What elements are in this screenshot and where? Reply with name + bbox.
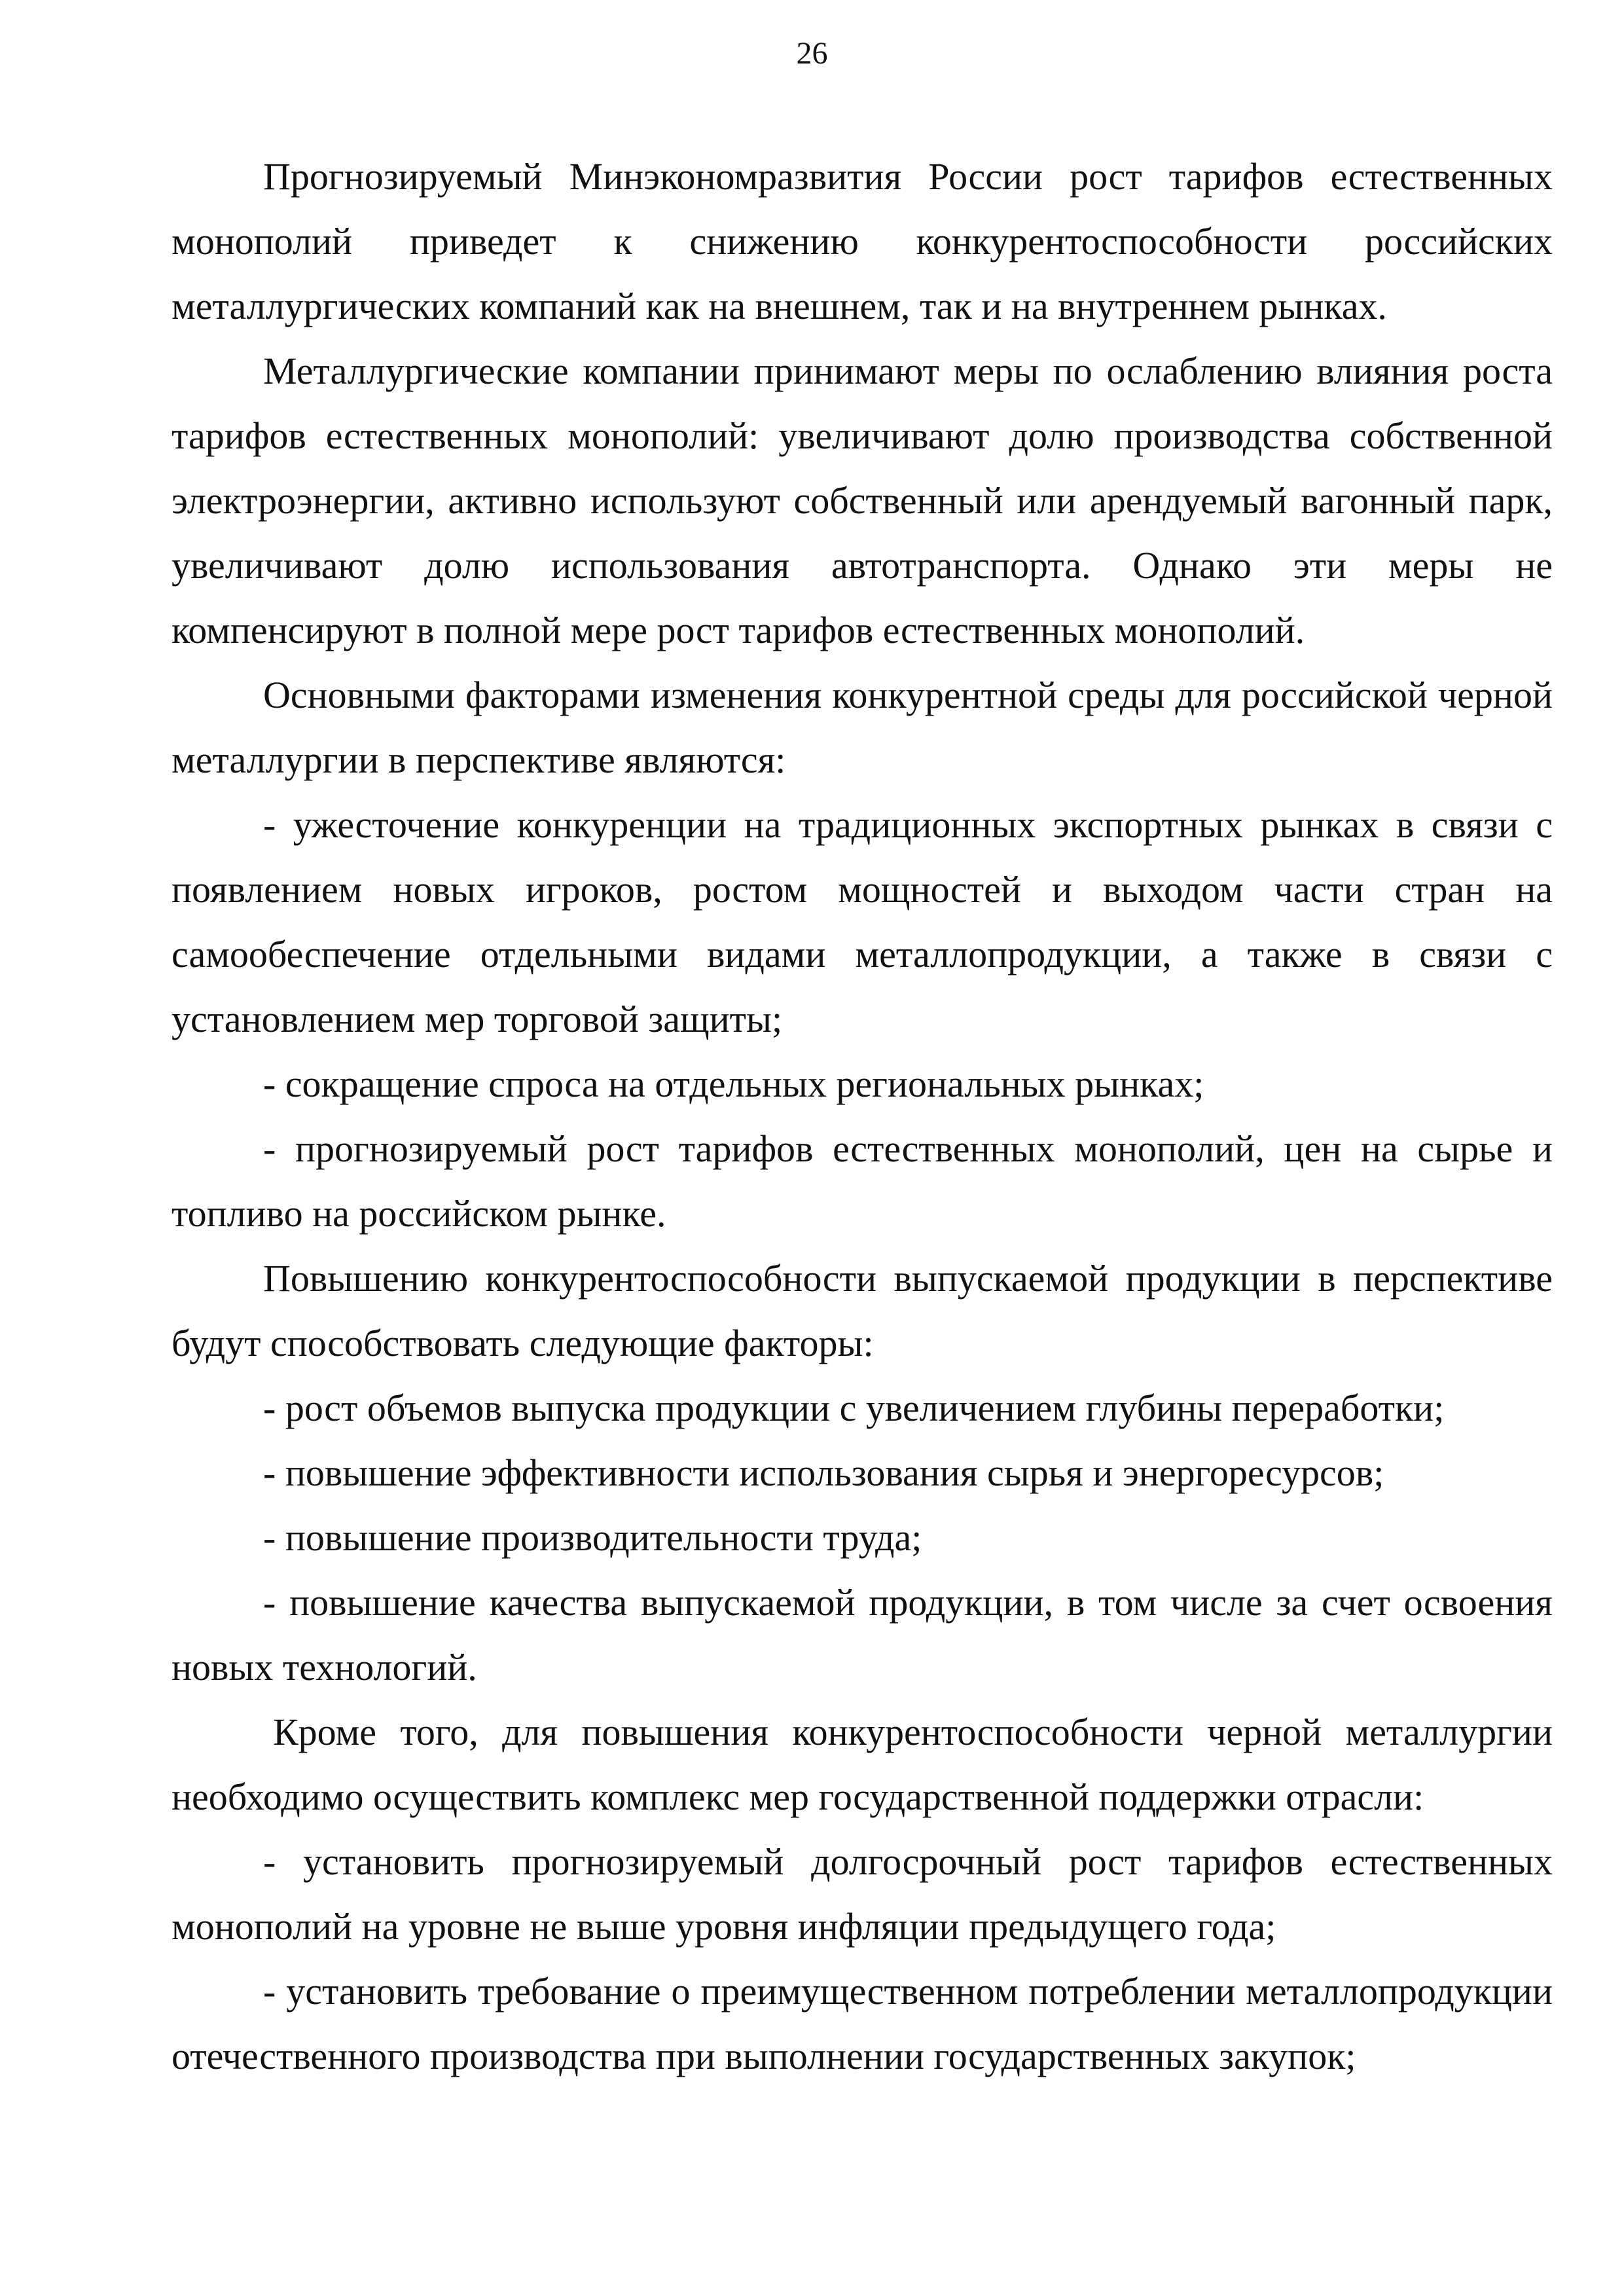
list-item: - повышение производительности труда; xyxy=(263,1516,922,1559)
list-item: - прогнозируемый рост тарифов естественных монополий, цен на сырье и топливо на российском рынке. xyxy=(171,1127,1553,1235)
list-item: - сокращение спроса на отдельных региональных рынках; xyxy=(263,1063,1204,1105)
paragraph: Повышению конкурентоспособности выпускаемой продукции в перспективе будут способствовать следующие факторы: xyxy=(171,1257,1553,1364)
list-item: - ужесточение конкуренции на традиционных экспортных рынках в связи с появлением новых игроков, ростом мощностей и выходом части стран на самообеспечение отдельными видами металлопродукции, а также в связи с установлением мер торговой защиты; xyxy=(171,803,1553,1040)
list-item: - повышение эффективности использования сырья и энергоресурсов; xyxy=(263,1451,1384,1494)
paragraph: Металлургические компании принимают меры по ослаблению влияния роста тарифов естественных монополий: увеличивают долю производства собственной электроэнергии, активно используют собственный или арендуемый вагонный парк, увеличивают долю использования автотранспорта. Однако эти меры не компенсируют в полной мере рост тарифов естественных монополий. xyxy=(171,350,1553,651)
paragraph: Основными факторами изменения конкурентной среды для российской черной металлургии в перспективе являются: xyxy=(171,674,1553,781)
list-item: - рост объемов выпуска продукции с увеличением глубины переработки; xyxy=(263,1387,1445,1429)
paragraph: Прогнозируемый Минэкономразвития России рост тарифов естественных монополий приведет к снижению конкурентоспособности российских металлургических компаний как на внешнем, так и на внутреннем рынках. xyxy=(171,155,1553,327)
list-item: - установить прогнозируемый долгосрочный рост тарифов естественных монополий на уровне не выше уровня инфляции предыдущего года; xyxy=(171,1840,1553,1948)
list-item: - повышение качества выпускаемой продукции, в том числе за счет освоения новых технологий. xyxy=(171,1581,1553,1688)
paragraph: Кроме того, для повышения конкурентоспособности черной металлургии необходимо осуществить комплекс мер государственной поддержки отрасли: xyxy=(171,1711,1553,1818)
document-body xyxy=(171,144,1553,2088)
list-item: - установить требование о преимущественном потреблении металлопродукции отечественного производства при выполнении государственных закупок; xyxy=(171,1970,1553,2077)
page-number: 26 xyxy=(796,36,828,71)
